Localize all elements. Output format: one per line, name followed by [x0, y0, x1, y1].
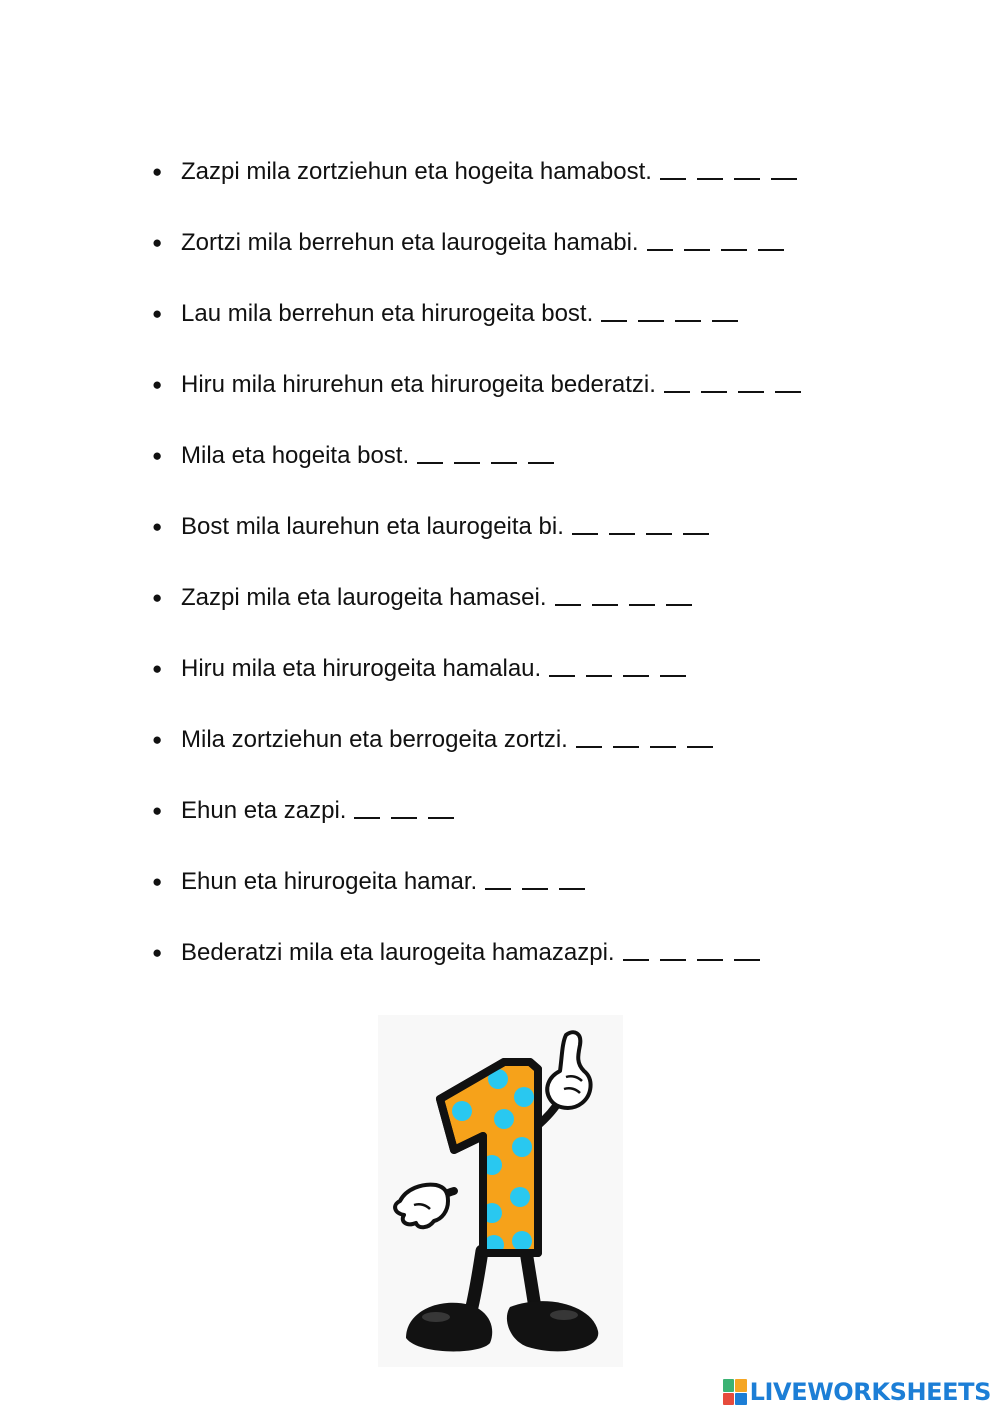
- answer-digit-field[interactable]: [701, 367, 727, 393]
- answer-digit-field[interactable]: [417, 438, 443, 464]
- logo-tile: [723, 1379, 735, 1392]
- bullet-icon: ●: [152, 659, 163, 678]
- logo-tile: [735, 1379, 747, 1392]
- exercise-item: [152, 651, 972, 722]
- answer-digit-field[interactable]: [592, 580, 618, 606]
- answer-digit-field[interactable]: [687, 722, 713, 748]
- number-phrase: Zazpi mila zortziehun eta hogeita hamabost.: [181, 158, 652, 185]
- bullet-icon: ●: [152, 730, 163, 749]
- answer-digit-field[interactable]: [522, 864, 548, 890]
- exercise-item: [152, 225, 972, 296]
- answer-blanks: [623, 935, 760, 961]
- exercise-item: [152, 296, 972, 367]
- answer-digit-field[interactable]: [528, 438, 554, 464]
- answer-digit-field[interactable]: [428, 793, 454, 819]
- answer-digit-field[interactable]: [697, 154, 723, 180]
- answer-digit-field[interactable]: [683, 509, 709, 535]
- answer-blanks: [555, 580, 692, 606]
- answer-digit-field[interactable]: [684, 225, 710, 251]
- answer-digit-field[interactable]: [629, 580, 655, 606]
- answer-digit-field[interactable]: [638, 296, 664, 322]
- answer-digit-field[interactable]: [559, 864, 585, 890]
- answer-digit-field[interactable]: [758, 225, 784, 251]
- answer-digit-field[interactable]: [775, 367, 801, 393]
- exercise-item: [152, 154, 972, 225]
- bullet-icon: ●: [152, 446, 163, 465]
- number-phrase: Ehun eta hirurogeita hamar.: [181, 868, 478, 895]
- answer-digit-field[interactable]: [586, 651, 612, 677]
- answer-blanks: [354, 793, 454, 819]
- exercise-item: [152, 580, 972, 651]
- number-phrase: Hiru mila hirurehun eta hirurogeita bederatzi.: [181, 371, 656, 398]
- number-phrase: Lau mila berrehun eta hirurogeita bost.: [181, 300, 594, 327]
- answer-digit-field[interactable]: [646, 509, 672, 535]
- answer-digit-field[interactable]: [623, 935, 649, 961]
- answer-digit-field[interactable]: [771, 154, 797, 180]
- answer-digit-field[interactable]: [576, 722, 602, 748]
- answer-digit-field[interactable]: [697, 935, 723, 961]
- answer-blanks: [549, 651, 686, 677]
- answer-digit-field[interactable]: [609, 509, 635, 535]
- answer-digit-field[interactable]: [734, 154, 760, 180]
- answer-digit-field[interactable]: [555, 580, 581, 606]
- exercise-item: [152, 722, 972, 793]
- answer-digit-field[interactable]: [738, 367, 764, 393]
- answer-digit-field[interactable]: [664, 367, 690, 393]
- number-phrase: Ehun eta zazpi.: [181, 797, 347, 824]
- answer-digit-field[interactable]: [572, 509, 598, 535]
- answer-digit-field[interactable]: [660, 651, 686, 677]
- answer-blanks: [485, 864, 585, 890]
- answer-digit-field[interactable]: [391, 793, 417, 819]
- exercise-item: [152, 367, 972, 438]
- answer-digit-field[interactable]: [650, 722, 676, 748]
- answer-digit-field[interactable]: [491, 438, 517, 464]
- exercise-item: [152, 438, 972, 509]
- bullet-icon: ●: [152, 517, 163, 536]
- bullet-icon: ●: [152, 943, 163, 962]
- number-phrase: Mila eta hogeita bost.: [181, 442, 410, 469]
- answer-blanks: [576, 722, 713, 748]
- number-phrase: Zazpi mila eta laurogeita hamasei.: [181, 584, 547, 611]
- answer-digit-field[interactable]: [721, 225, 747, 251]
- answer-blanks: [664, 367, 801, 393]
- number-one-mascot-image: [378, 1015, 623, 1367]
- logo-tile: [735, 1393, 747, 1406]
- answer-digit-field[interactable]: [712, 296, 738, 322]
- answer-digit-field[interactable]: [675, 296, 701, 322]
- bullet-icon: ●: [152, 162, 163, 181]
- answer-digit-field[interactable]: [666, 580, 692, 606]
- logo-tile: [723, 1393, 735, 1406]
- liveworksheets-logo-icon: [723, 1379, 747, 1405]
- answer-blanks: [660, 154, 797, 180]
- liveworksheets-branding: [723, 1378, 991, 1406]
- bullet-icon: ●: [152, 233, 163, 252]
- exercise-item: [152, 935, 972, 1006]
- answer-digit-field[interactable]: [623, 651, 649, 677]
- answer-digit-field[interactable]: [647, 225, 673, 251]
- answer-digit-field[interactable]: [660, 154, 686, 180]
- exercise-item: [152, 793, 972, 864]
- answer-digit-field[interactable]: [454, 438, 480, 464]
- number-phrase: Mila zortziehun eta berrogeita zortzi.: [181, 726, 568, 753]
- bullet-icon: ●: [152, 872, 163, 891]
- answer-digit-field[interactable]: [613, 722, 639, 748]
- answer-blanks: [601, 296, 738, 322]
- number-phrase: Bost mila laurehun eta laurogeita bi.: [181, 513, 564, 540]
- exercise-item: [152, 509, 972, 580]
- answer-blanks: [572, 509, 709, 535]
- answer-blanks: [647, 225, 784, 251]
- bullet-icon: ●: [152, 801, 163, 820]
- bullet-icon: ●: [152, 588, 163, 607]
- answer-digit-field[interactable]: [734, 935, 760, 961]
- number-phrase: Zortzi mila berrehun eta laurogeita hamabi.: [181, 229, 639, 256]
- number-phrase: Bederatzi mila eta laurogeita hamazazpi.: [181, 939, 615, 966]
- answer-digit-field[interactable]: [601, 296, 627, 322]
- answer-digit-field[interactable]: [660, 935, 686, 961]
- bullet-icon: ●: [152, 375, 163, 394]
- exercise-item: [152, 864, 972, 935]
- number-phrase: Hiru mila eta hirurogeita hamalau.: [181, 655, 542, 682]
- answer-digit-field[interactable]: [485, 864, 511, 890]
- answer-blanks: [417, 438, 554, 464]
- answer-digit-field[interactable]: [549, 651, 575, 677]
- exercise-list: [152, 154, 972, 1006]
- answer-digit-field[interactable]: [354, 793, 380, 819]
- bullet-icon: ●: [152, 304, 163, 323]
- brand-name: LIVEWORKSHEETS: [749, 1378, 991, 1406]
